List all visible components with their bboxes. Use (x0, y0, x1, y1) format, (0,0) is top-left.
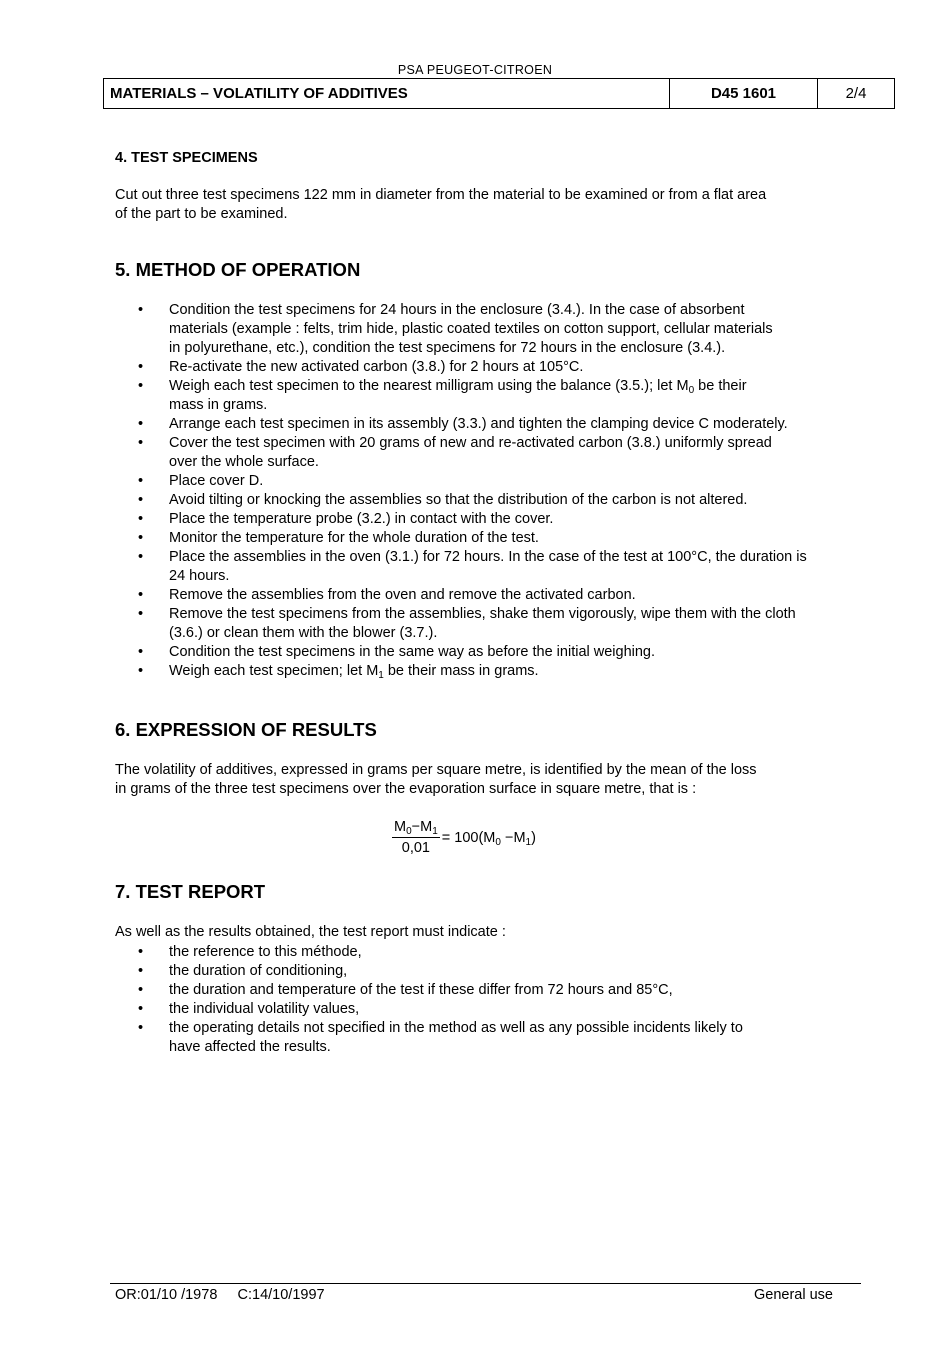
section-7-intro: As well as the results obtained, the test report must indicate : (115, 924, 506, 940)
section-4-text-line: Cut out three test specimens 122 mm in diameter from the material to be examined or from a flat area (115, 187, 767, 203)
list-item-line: Place cover D. (169, 473, 264, 489)
bullet-icon: • (138, 473, 144, 489)
list-item-line: mass in grams. (169, 397, 268, 413)
section-5-heading: 5. METHOD OF OPERATION (115, 259, 361, 280)
bullet-icon: • (138, 606, 144, 622)
list-item (115, 943, 915, 962)
list-item-line: (3.6.) or clean them with the blower (3.7.). (169, 625, 438, 641)
list-item-line: Cover the test specimen with 20 grams of new and re-activated carbon (3.8.) uniformly spread (169, 435, 772, 451)
formula-numerator: $M_0-M_1$ (394, 819, 438, 837)
list-item-line: Weigh each test specimen to the nearest milligram using the balance (3.5.); let $M_0$ be their (169, 378, 747, 396)
list-item-line: in polyurethane, etc.), condition the test specimens for 72 hours in the enclosure (3.4.). (169, 340, 726, 356)
bullet-icon: • (138, 1001, 144, 1017)
list-item-line: materials (example : felts, trim hide, plastic coated textiles on cotton support, cellular materials (169, 321, 773, 337)
list-item-line: Avoid tilting or knocking the assemblies so that the distribution of the carbon is not altered. (169, 492, 748, 508)
bullet-icon: • (138, 435, 144, 451)
list-item (115, 415, 915, 434)
list-item-line: Condition the test specimens in the same way as before the initial weighing. (169, 644, 656, 660)
list-item (115, 586, 915, 605)
list-item-line: Arrange each test specimen in its assembly (3.3.) and tighten the clamping device C moderately. (169, 416, 788, 432)
report-items-list (115, 943, 915, 1057)
list-item-line: over the whole surface. (169, 454, 319, 470)
section-4-text (115, 186, 855, 224)
bullet-icon: • (138, 963, 144, 979)
section-7-heading: 7. TEST REPORT (115, 881, 266, 902)
list-item (115, 472, 915, 491)
section-6-text-line: in grams of the three test specimens over the evaporation surface in square metre, that is : (115, 781, 697, 797)
bullet-icon: • (138, 549, 144, 565)
document-title: MATERIALS – VOLATILITY OF ADDITIVES (104, 79, 670, 108)
list-item (115, 358, 915, 377)
list-item-line: have affected the results. (169, 1039, 331, 1055)
bullet-icon: • (138, 530, 144, 546)
bullet-icon: • (138, 359, 144, 375)
bullet-icon: • (138, 378, 144, 394)
list-item (115, 1019, 915, 1057)
section-6-text-line: The volatility of additives, expressed in grams per square metre, is identified by the mean of the loss (115, 762, 757, 778)
document-header-table (103, 78, 895, 109)
bullet-icon: • (138, 587, 144, 603)
bullet-icon: • (138, 416, 144, 432)
list-item (115, 962, 915, 981)
bullet-icon: • (138, 302, 144, 318)
bullet-icon: • (138, 511, 144, 527)
list-item-line: 24 hours. (169, 568, 230, 584)
list-item-line: the individual volatility values, (169, 1001, 360, 1017)
bullet-icon: • (138, 644, 144, 660)
list-item (115, 529, 915, 548)
list-item (115, 491, 915, 510)
document-reference: D45 1601 (670, 79, 818, 108)
footer-divider (110, 1283, 861, 1284)
list-item-line: Weigh each test specimen; let $M_1$ be their mass in grams. (169, 663, 539, 681)
list-item-line: Place the temperature probe (3.2.) in contact with the cover. (169, 511, 554, 527)
list-item (115, 301, 915, 358)
section-6-heading: 6. EXPRESSION OF RESULTS (115, 719, 377, 740)
list-item (115, 510, 915, 529)
bullet-icon: • (138, 492, 144, 508)
list-item-line: Remove the test specimens from the assemblies, shake them vigorously, wipe them with the cloth (169, 606, 796, 622)
bullet-icon: • (138, 1020, 144, 1036)
footer-dates: OR:01/10 /1978 C:14/10/1997 (115, 1287, 325, 1303)
footer-usage: General use (754, 1287, 833, 1303)
formula-denominator: 0,01 (401, 840, 430, 856)
list-item-line: the reference to this méthode, (169, 944, 362, 960)
list-item (115, 981, 915, 1000)
company-name: PSA PEUGEOT-CITROEN (397, 63, 553, 77)
page-number: 2/4 (845, 85, 867, 102)
list-item-line: the operating details not specified in the method as well as any possible incidents likely to (169, 1020, 743, 1036)
section-6-text (115, 761, 855, 799)
list-item-line: the duration and temperature of the test if these differ from 72 hours and 85°C, (169, 982, 673, 998)
list-item-line: Condition the test specimens for 24 hours in the enclosure (3.4.). In the case of absorbent (169, 302, 745, 318)
bullet-icon: • (138, 944, 144, 960)
formula-fraction (392, 818, 440, 858)
section-4-heading: 4. TEST SPECIMENS (115, 150, 258, 166)
list-item-line: Remove the assemblies from the oven and remove the activated carbon. (169, 587, 636, 603)
list-item-line: the duration of conditioning, (169, 963, 348, 979)
list-item-line: Monitor the temperature for the whole duration of the test. (169, 530, 539, 546)
method-steps-list (115, 301, 915, 681)
list-item (115, 1000, 915, 1019)
section-4-text-line: of the part to be examined. (115, 206, 288, 222)
bullet-icon: • (138, 663, 144, 679)
list-item (115, 643, 915, 662)
list-item (115, 548, 915, 586)
bullet-icon: • (138, 982, 144, 998)
volatility-formula (392, 818, 536, 858)
list-item (115, 605, 915, 643)
formula-right-side: = $100(M_0 -M_1)$ (441, 829, 536, 848)
list-item-line: Re-activate the new activated carbon (3.8.) for 2 hours at 105°C. (169, 359, 584, 375)
list-item (115, 434, 915, 472)
list-item-line: Place the assemblies in the oven (3.1.) for 72 hours. In the case of the test at 100°C, the duration is (169, 549, 807, 565)
list-item (115, 662, 915, 681)
list-item (115, 377, 915, 415)
